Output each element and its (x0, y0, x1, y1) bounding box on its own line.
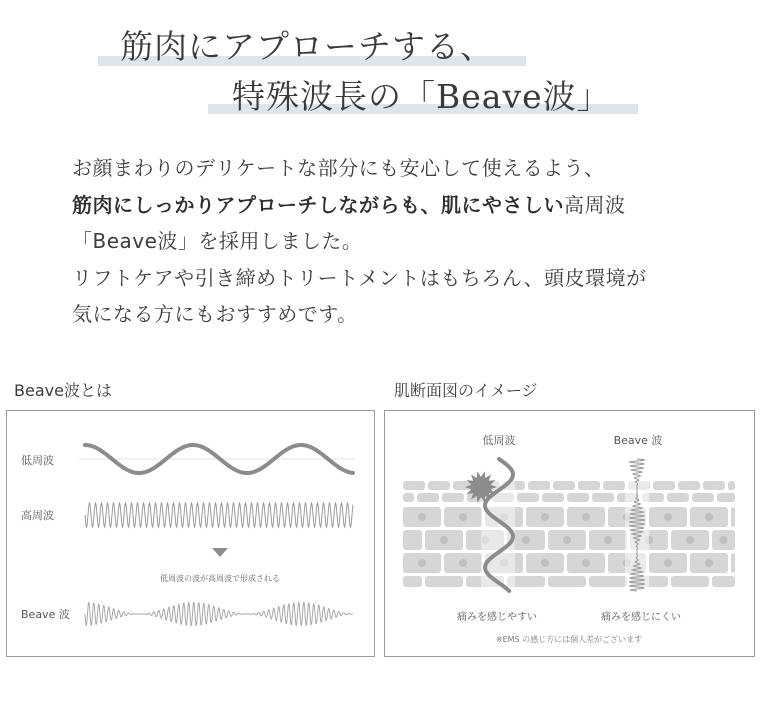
wave-diagram (7, 411, 374, 656)
skin-cell (717, 493, 735, 502)
cell-nucleus (440, 536, 448, 544)
skin-low-label: 低周波 (482, 434, 516, 447)
skin-cell (403, 576, 422, 587)
skin-cell (428, 481, 450, 490)
wave-panel-heading: Beave波とは (14, 381, 112, 400)
beave-wave-label: Beave 波 (21, 608, 70, 621)
intro-line-5: 気になる方にもおすすめです。 (72, 302, 358, 326)
skin-panel (384, 410, 755, 657)
intro-line-2-bold: 筋肉にしっかりアプローチしながらも、肌にやさしい (72, 192, 564, 217)
skin-cell (403, 481, 425, 490)
cell-nucleus (541, 513, 549, 521)
skin-cell (528, 481, 550, 490)
cell-nucleus (582, 513, 590, 521)
cell-nucleus (720, 536, 728, 544)
headline-line-2: 特殊波長の「Beave波」 (232, 77, 611, 116)
skin-cell (542, 493, 564, 502)
skin-cell (578, 481, 600, 490)
skin-cell (442, 493, 464, 502)
skin-cell (678, 481, 700, 490)
cell-nucleus (459, 513, 467, 521)
skin-cell (653, 481, 675, 490)
cell-nucleus (705, 559, 713, 567)
wave-caption: 低周波の波が高周波で形成される (160, 574, 280, 583)
skin-panel-note: ※EMS の感じ方には個人差がございます (495, 635, 643, 644)
skin-cell (692, 493, 714, 502)
skin-diagram (385, 411, 754, 656)
high-frequency-wave (85, 503, 353, 527)
triangle-down-icon (212, 548, 228, 557)
beave-wave (85, 603, 353, 626)
cell-nucleus (664, 513, 672, 521)
high-frequency-label: 高周波 (21, 509, 54, 522)
cell-nucleus (582, 559, 590, 567)
intro-line-1: お顔まわりのデリケートな部分にも安心して使えるよう、 (72, 156, 605, 180)
skin-cell (548, 576, 586, 587)
skin-cell (703, 481, 725, 490)
beave-wave-caption: 痛みを感じにくい (601, 612, 681, 623)
skin-cell (589, 576, 627, 587)
skin-cell (603, 481, 625, 490)
skin-cell (425, 576, 463, 587)
cell-nucleus (541, 559, 549, 567)
skin-cell (417, 493, 439, 502)
cell-nucleus (563, 536, 571, 544)
skin-beave-label: Beave 波 (613, 434, 663, 447)
intro-line-3: 「Beave波」を採用しました。 (72, 229, 363, 253)
cell-nucleus (418, 513, 426, 521)
skin-cell (403, 530, 422, 550)
skin-cell (731, 507, 735, 527)
skin-cell (667, 493, 689, 502)
cell-nucleus (664, 559, 672, 567)
intro-line-2 (72, 187, 732, 224)
skin-cell (553, 481, 575, 490)
skin-cell-layers (403, 481, 735, 587)
cell-nucleus (522, 536, 530, 544)
intro-paragraph (72, 150, 732, 333)
cell-nucleus (604, 536, 612, 544)
skin-cell (671, 576, 709, 587)
skin-cell (517, 493, 539, 502)
cell-nucleus (705, 513, 713, 521)
intro-line-2-rest: 高周波 (564, 192, 626, 217)
intro-line-4: リフトケアや引き締めトリートメントはもちろん、頭皮環境が (72, 265, 647, 290)
cell-nucleus (459, 559, 467, 567)
skin-cell (592, 493, 614, 502)
skin-cell (403, 493, 414, 502)
skin-cell (712, 576, 735, 587)
low-frequency-label: 低周波 (21, 454, 54, 467)
skin-cell (731, 553, 735, 573)
skin-cell (728, 481, 735, 490)
wave-panel (6, 410, 375, 657)
cell-nucleus (686, 536, 694, 544)
headline-line-1: 筋肉にアプローチする、 (120, 27, 494, 66)
skin-panel-heading: 肌断面図のイメージ (394, 381, 538, 400)
cell-nucleus (418, 559, 426, 567)
skin-cell (567, 493, 589, 502)
low-wave-caption: 痛みを感じやすい (457, 612, 537, 623)
